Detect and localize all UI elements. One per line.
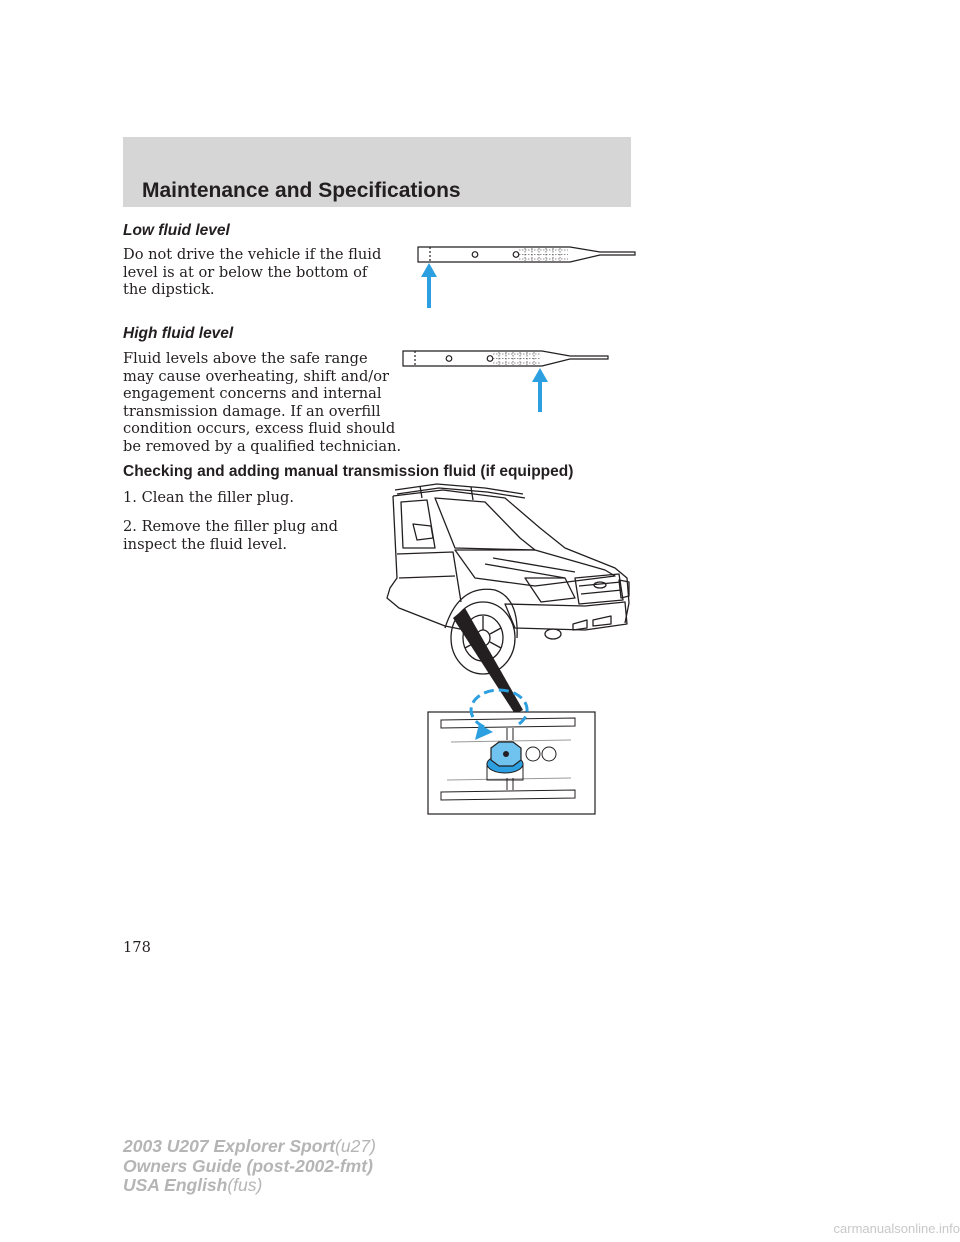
- low-fluid-line-2: level is at or below the bottom of: [123, 263, 368, 281]
- footer-vehicle: 2003 U207 Explorer Sport: [123, 1136, 336, 1156]
- watermark: carmanualsonline.info: [833, 1221, 960, 1236]
- step-2-line-1: 2. Remove the filler plug and: [123, 518, 339, 535]
- low-fluid-line-1: Do not drive the vehicle if the fluid: [123, 246, 382, 263]
- up-arrow-icon: [532, 368, 548, 412]
- high-fluid-line-6: be removed by a qualified technician.: [123, 437, 402, 455]
- step-1-text: 1. Clean the filler plug.: [123, 489, 295, 506]
- manual-transmission-heading: Checking and adding manual transmission fluid (if equipped): [123, 463, 574, 480]
- high-fluid-heading: High fluid level: [123, 325, 234, 342]
- dipstick-low-illustration: [400, 238, 650, 313]
- high-fluid-line-2: may cause overheating, shift and/or: [123, 367, 389, 385]
- dipstick-high-illustration: [395, 342, 620, 414]
- high-fluid-text: [123, 350, 401, 455]
- up-arrow-icon: [421, 263, 437, 308]
- high-fluid-line-1: Fluid levels above the safe range: [123, 350, 368, 367]
- high-fluid-line-4: transmission damage. If an overfill: [123, 402, 381, 420]
- section-title: Maintenance and Specifications: [142, 179, 461, 202]
- footer-guide: Owners Guide (post-2002-fmt): [123, 1155, 373, 1176]
- section-header-band: [123, 137, 631, 207]
- low-fluid-line-3: the dipstick.: [123, 281, 215, 298]
- page-number: 178: [123, 939, 151, 956]
- low-fluid-text: [123, 246, 381, 299]
- vehicle-filler-plug-illustration: [375, 478, 640, 818]
- high-fluid-line-3: engagement concerns and internal: [123, 385, 382, 402]
- step-2-text: [123, 518, 338, 553]
- footer-language-code: (fus): [227, 1175, 263, 1195]
- high-fluid-line-5: condition occurs, excess fluid should: [123, 420, 396, 437]
- document-footer: [123, 1137, 376, 1196]
- footer-language: USA English: [123, 1175, 228, 1195]
- step-2-line-2: inspect the fluid level.: [123, 535, 288, 553]
- footer-vehicle-code: (u27): [335, 1136, 376, 1156]
- low-fluid-heading: Low fluid level: [123, 222, 230, 239]
